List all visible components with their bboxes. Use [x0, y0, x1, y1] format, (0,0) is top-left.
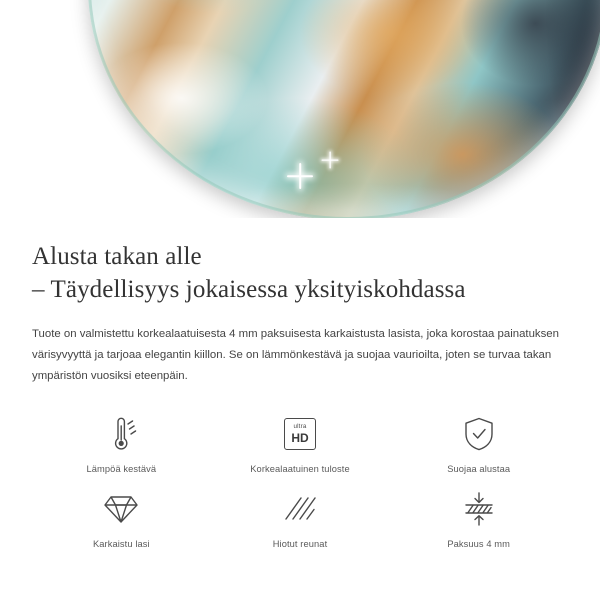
feature-item-polished-edges — [211, 488, 390, 549]
feature-label: Paksuus 4 mm — [447, 539, 510, 549]
ultra-hd-badge-top: ultra — [293, 423, 307, 431]
diamond-icon — [102, 488, 140, 530]
feature-item-heat-resistant — [32, 413, 211, 474]
feature-item-tempered-glass — [32, 488, 211, 549]
feature-grid — [32, 413, 568, 549]
feature-item-thickness — [389, 488, 568, 549]
feature-label: Korkealaatuinen tuloste — [250, 464, 350, 474]
hero-image-section — [0, 0, 600, 218]
polished-edges-icon — [281, 488, 319, 530]
ultra-hd-badge-bottom: HD — [291, 430, 309, 445]
body-paragraph: Tuote on valmistettu korkealaatuisesta 4 mm paksuisesta karkaistusta lasista, joka korostaa painatuksen värisyvyyttä ja tarjoaa elegantin kiillon. Se on lämmönkestävä ja suojaa vaurioilta, joten se turvaa takan ympäristön vuosiksi eteenpäin. — [32, 328, 559, 382]
page-title — [32, 240, 568, 306]
marble-glass-disc-image — [88, 0, 600, 218]
headline-line-1: Alusta takan alle — [32, 243, 202, 270]
feature-label: Karkaistu lasi — [92, 539, 150, 549]
thickness-arrows-icon — [460, 488, 498, 530]
feature-item-print-quality — [211, 413, 390, 474]
feature-label: Lämpöä kestävä — [86, 464, 157, 474]
feature-item-surface-protection — [389, 413, 568, 474]
content-section — [0, 240, 600, 549]
feature-label: Hiotut reunat — [272, 539, 328, 549]
thermometer-icon — [104, 413, 138, 455]
feature-label: Suojaa alustaa — [447, 464, 511, 474]
shield-check-icon — [462, 413, 496, 455]
headline-line-2: – Täydellisyys jokaisessa yksityiskohdassa — [32, 276, 466, 303]
ultra-hd-icon — [284, 413, 316, 455]
